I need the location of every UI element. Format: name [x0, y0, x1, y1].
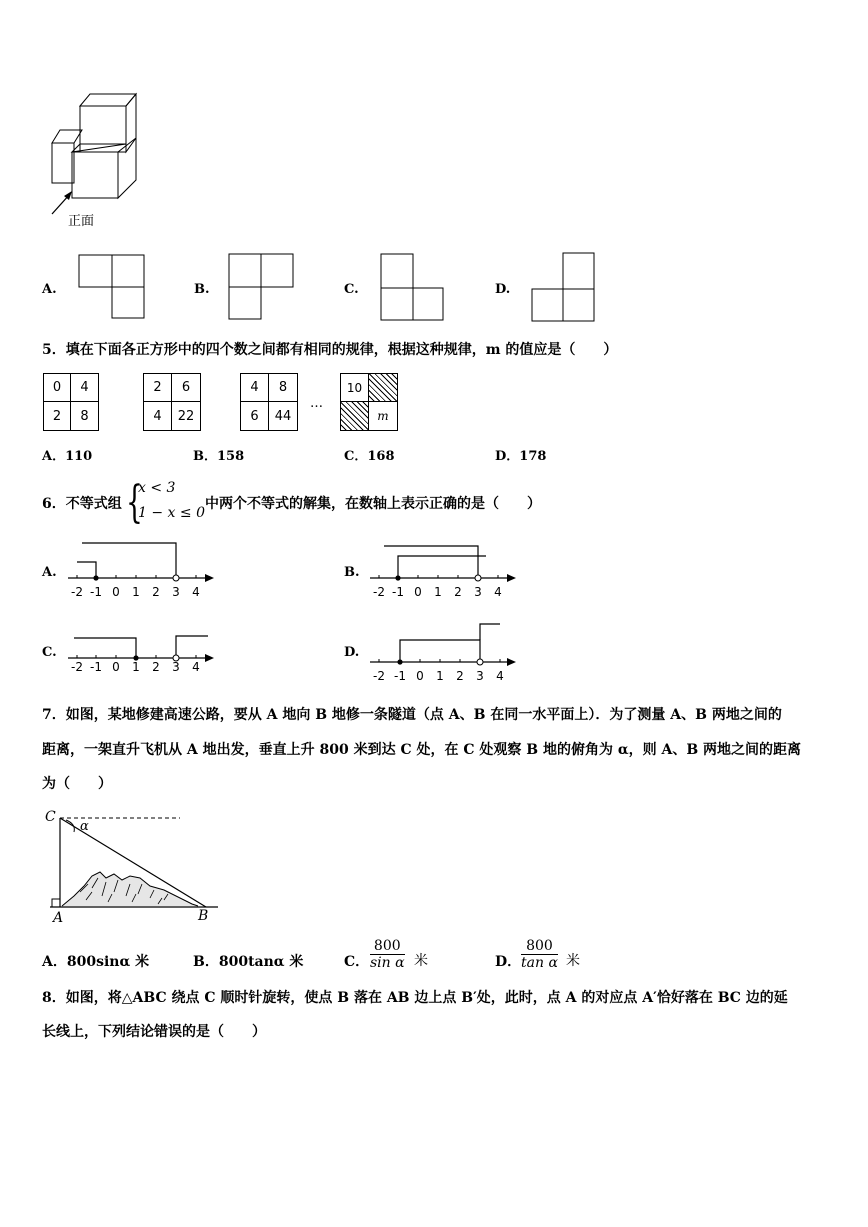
hatched-cell [341, 402, 369, 430]
q8-line-1: 8．如图，将△ABC 绕点 C 顺时针旋转，使点 B 落在 AB 边上点 B′处，此时，点 A 的对应点 A′恰好落在 BC 边的延 [42, 990, 788, 1006]
q6-suffix: 中两个不等式的解集，在数轴上表示正确的是（ ） [205, 496, 541, 512]
tick-label: 1 [132, 660, 140, 674]
q6-option-a-numberline[interactable] [64, 542, 224, 600]
tick-label: -2 [373, 585, 385, 599]
q7-option-c-fraction[interactable] [370, 938, 405, 971]
q4-option-a-figure[interactable] [78, 254, 148, 320]
option-label: C． [344, 449, 368, 464]
option-value: 800sinα 米 [66, 954, 150, 970]
grid-cell: 2 [44, 402, 71, 430]
grid-cell: 6 [241, 402, 269, 430]
q6-option-b-label[interactable]: B. [344, 565, 360, 580]
q7-option-a[interactable] [42, 951, 149, 971]
tick-label: 1 [434, 585, 442, 599]
q7-option-d-label[interactable]: D． [495, 954, 522, 970]
tick-label: 1 [132, 585, 140, 599]
option-label: A． [42, 449, 66, 464]
q7-option-d-unit: 米 [566, 953, 580, 969]
q7-option-b[interactable] [193, 951, 303, 971]
tick-label: -1 [90, 660, 102, 674]
tick-label: 3 [172, 585, 180, 599]
option-label: B． [193, 449, 217, 464]
tick-label: 0 [112, 660, 120, 674]
option-value: 800tanα 米 [218, 954, 304, 970]
q7-option-d-fraction[interactable] [521, 938, 558, 971]
tick-label: -2 [71, 660, 83, 674]
q7-option-c-unit: 米 [414, 953, 428, 969]
grid-cell: 4 [241, 374, 269, 402]
tick-label: 4 [496, 669, 504, 683]
tick-label: 1 [436, 669, 444, 683]
tick-label: 3 [474, 585, 482, 599]
q6-option-d-numberline[interactable] [366, 620, 526, 684]
q4-option-c-label[interactable]: C. [344, 282, 359, 297]
q6-option-a-label[interactable]: A. [42, 565, 57, 580]
q6-option-d-label[interactable]: D. [344, 645, 360, 660]
tick-label: 0 [416, 669, 424, 683]
q5-option-d[interactable] [495, 445, 546, 464]
fraction-numerator: 800 [370, 938, 405, 955]
grid-cell: 44 [274, 408, 292, 424]
q8-line-2: 长线上，下列结论错误的是（ ） [42, 1024, 266, 1040]
fraction-denominator: tan α [521, 955, 558, 971]
point-c-label: C [45, 809, 56, 825]
q5-option-a[interactable] [42, 445, 92, 464]
tick-label: 0 [112, 585, 120, 599]
q5-grid-3 [240, 373, 298, 431]
q4-option-c-figure[interactable] [380, 253, 446, 323]
q6-option-b-numberline[interactable] [366, 542, 526, 600]
grid-cell: 10 [341, 374, 369, 402]
option-value: 110 [65, 449, 93, 464]
q6-inequality-2: 1 − x ≤ 0 [138, 505, 205, 521]
grid-cell: 6 [172, 374, 200, 402]
tick-label: -2 [71, 585, 83, 599]
fraction-denominator: sin α [370, 955, 405, 971]
point-b-label: B [198, 908, 209, 924]
q6-option-c-numberline[interactable] [64, 622, 224, 680]
tick-label: 4 [192, 660, 200, 674]
q4-option-b-label[interactable]: B. [194, 282, 210, 297]
q5-ellipsis: … [310, 396, 323, 411]
q7-option-c-label[interactable]: C． [344, 954, 370, 970]
fraction-numerator: 800 [521, 938, 558, 955]
q4-option-d-figure[interactable] [531, 252, 597, 324]
option-label: A． [42, 954, 67, 970]
tick-label: 2 [454, 585, 462, 599]
grid-cell: 2 [144, 374, 172, 402]
tick-label: 4 [192, 585, 200, 599]
grid-cell: 0 [44, 374, 71, 402]
point-a-label: A [53, 910, 64, 926]
grid-cell: 8 [80, 408, 89, 424]
q4-option-b-figure[interactable] [228, 253, 296, 321]
option-value: 158 [217, 449, 245, 464]
grid-cell: 4 [71, 374, 98, 402]
q7-line-1: 7．如图，某地修建高速公路，要从 A 地向 B 地修一条隧道（点 A、B 在同一水平面上）．为了测量 A、B 两地之间的 [42, 707, 782, 723]
q6-option-c-label[interactable]: C. [42, 645, 57, 660]
option-label: D． [495, 449, 520, 464]
q5-grid-1 [43, 373, 99, 431]
tick-label: 2 [152, 660, 160, 674]
front-label: 正面 [68, 214, 95, 229]
tick-label: 3 [172, 660, 180, 674]
grid-cell: 22 [177, 408, 195, 424]
q6-inequality-1: x < 3 [138, 480, 176, 496]
tick-label: 3 [476, 669, 484, 683]
q7-line-2: 距离，一架直升飞机从 A 地出发，垂直上升 800 米到达 C 处，在 C 处观察 B 地的俯角为 α，则 A、B 两地之间的距离 [42, 742, 802, 758]
q6-brace: { [126, 477, 143, 528]
q6-prefix: 6．不等式组 [42, 496, 122, 512]
option-value: 178 [519, 449, 547, 464]
q4-option-d-label[interactable]: D. [495, 282, 511, 297]
tick-label: 4 [494, 585, 502, 599]
hatched-cell [369, 374, 397, 402]
q5-option-c[interactable] [344, 445, 395, 464]
tick-label: -1 [394, 669, 406, 683]
q4-option-a-label[interactable]: A. [42, 282, 57, 297]
grid-cell: 8 [269, 374, 297, 402]
tick-label: 0 [414, 585, 422, 599]
q5-grid-4 [340, 373, 398, 431]
tick-label: -1 [392, 585, 404, 599]
grid-cell: 4 [144, 402, 172, 430]
tick-label: 2 [152, 585, 160, 599]
q5-option-b[interactable] [193, 445, 244, 464]
grid-cell-m: m [377, 409, 389, 423]
tick-label: 2 [456, 669, 464, 683]
alpha-label: α [80, 819, 89, 834]
q5-grid-2 [143, 373, 201, 431]
tick-label: -2 [373, 669, 385, 683]
q7-line-3: 为（ ） [42, 776, 112, 792]
q7-tunnel-figure [40, 806, 230, 926]
tick-label: -1 [90, 585, 102, 599]
option-label: B． [193, 954, 219, 970]
q5-question-text: 5．填在下面各正方形中的四个数之间都有相同的规律，根据这种规律，m 的值应是（ ） [42, 342, 618, 358]
option-value: 168 [367, 449, 395, 464]
